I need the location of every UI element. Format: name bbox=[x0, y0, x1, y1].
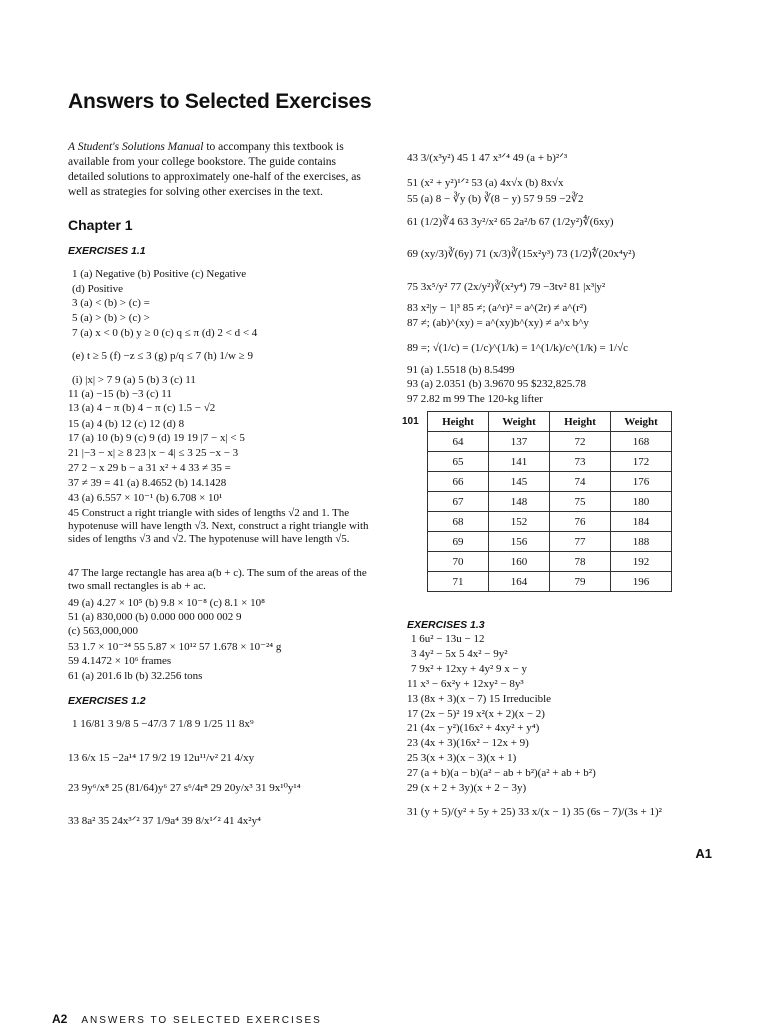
answer-line: 1 16/81 3 9/8 5 −47/3 7 1/8 9 1/25 11 8x⁹ bbox=[72, 718, 254, 730]
answer-line: 21 |−3 − x| ≥ 8 23 |x − 4| ≤ 3 25 −x − 3 bbox=[68, 447, 239, 459]
answer-line: 51 (a) 830,000 (b) 0.000 000 000 002 9 bbox=[68, 611, 242, 623]
answer-line: (e) t ≥ 5 (f) −z ≤ 3 (g) p/q ≤ 7 (h) 1/w ≥ 9 bbox=[72, 350, 253, 362]
table-row bbox=[428, 572, 672, 592]
table-cell: 168 bbox=[611, 432, 672, 452]
header-weight: Weight bbox=[489, 412, 550, 432]
table-cell: 164 bbox=[489, 572, 550, 592]
exercises-1-2-heading: EXERCISES 1.2 bbox=[68, 695, 146, 707]
answer-line: 27 (a + b)(a − b)(a² − ab + b²)(a² + ab + b²) bbox=[407, 767, 596, 779]
answer-line: 3 4y² − 5x 5 4x² − 9y² bbox=[411, 648, 508, 660]
intro-paragraph bbox=[68, 140, 368, 200]
answer-line: 51 (x² + y²)¹ᐟ² 53 (a) 4x√x (b) 8x√x bbox=[407, 177, 564, 189]
solutions-manual-title: A Student's Solutions Manual bbox=[68, 141, 204, 153]
table-cell: 74 bbox=[550, 472, 611, 492]
table-cell: 141 bbox=[489, 452, 550, 472]
answer-line: 15 (a) 4 (b) 12 (c) 12 (d) 8 bbox=[68, 418, 185, 430]
table-cell: 192 bbox=[611, 552, 672, 572]
answer-line: 11 (a) −15 (b) −3 (c) 11 bbox=[68, 388, 172, 400]
table-cell: 65 bbox=[428, 452, 489, 472]
answer-line: 7 9x² + 12xy + 4y² 9 x − y bbox=[411, 663, 527, 675]
answer-line: 87 ≠; (ab)^(xy) = a^(xy)b^(xy) ≠ a^x b^y bbox=[407, 317, 589, 329]
table-cell: 172 bbox=[611, 452, 672, 472]
table-cell: 188 bbox=[611, 532, 672, 552]
table-cell: 75 bbox=[550, 492, 611, 512]
answer-47: 47 The large rectangle has area a(b + c). The sum of the areas of the two small rectangles is ab + ac. bbox=[68, 567, 367, 592]
table-cell: 176 bbox=[611, 472, 672, 492]
answer-line: 69 (xy/3)∛(6y) 71 (x/3)∛(15x²y³) 73 (1/2)∜(20x⁴y²) bbox=[407, 248, 636, 260]
table-cell: 160 bbox=[489, 552, 550, 572]
table-cell: 152 bbox=[489, 512, 550, 532]
answer-line: 25 3(x + 3)(x − 3)(x + 1) bbox=[407, 752, 517, 764]
answer-line: 27 2 − x 29 b − a 31 x² + 4 33 ≠ 35 = bbox=[68, 462, 231, 474]
table-cell: 64 bbox=[428, 432, 489, 452]
table-row bbox=[428, 512, 672, 532]
answer-line: 43 (a) 6.557 × 10⁻¹ (b) 6.708 × 10¹ bbox=[68, 492, 223, 504]
answer-line: 23 9y⁶/x⁸ 25 (81/64)y⁶ 27 s⁶/4r⁸ 29 20y/x³ 31 9x¹⁰y¹⁴ bbox=[68, 782, 301, 794]
table-cell: 66 bbox=[428, 472, 489, 492]
table-cell: 180 bbox=[611, 492, 672, 512]
height-weight-table bbox=[427, 411, 672, 592]
answer-line: (i) |x| > 7 9 (a) 5 (b) 3 (c) 11 bbox=[72, 374, 196, 386]
answer-line: 61 (1/2)∛4 63 3y²/x² 65 2a²/b 67 (1/2y²)∜(6xy) bbox=[407, 216, 614, 228]
table-exercise-number: 101 bbox=[402, 416, 419, 427]
answer-45: 45 Construct a right triangle with sides of lengths √2 and 1. The hypotenuse will have length √3. Next, construct a right triangle with sides of lengths √3 and √2. The hypotenuse will have length √5. bbox=[68, 507, 369, 545]
table-cell: 145 bbox=[489, 472, 550, 492]
table-cell: 76 bbox=[550, 512, 611, 532]
footer-title: ANSWERS TO SELECTED EXERCISES bbox=[81, 1015, 322, 1026]
chapter-heading: Chapter 1 bbox=[68, 217, 133, 233]
page-title: Answers to Selected Exercises bbox=[68, 90, 372, 113]
table-row bbox=[428, 492, 672, 512]
answer-line: 7 (a) x < 0 (b) y ≥ 0 (c) q ≤ π (d) 2 < d < 4 bbox=[72, 327, 258, 339]
table-row bbox=[428, 552, 672, 572]
answer-line: 11 x³ − 6x²y + 12xy² − 8y³ bbox=[407, 678, 524, 690]
page-number: A1 bbox=[695, 846, 712, 861]
answer-line: 23 (4x + 3)(16x² − 12x + 9) bbox=[407, 737, 529, 749]
answer-line: 13 (8x + 3)(x − 7) 15 Irreducible bbox=[407, 693, 552, 705]
answer-line: 13 (a) 4 − π (b) 4 − π (c) 1.5 − √2 bbox=[68, 402, 216, 414]
answer-line: 53 1.7 × 10⁻²⁴ 55 5.87 × 10¹² 57 1.678 × 10⁻²⁴ g bbox=[68, 641, 282, 653]
answer-line: 13 6/x 15 −2a¹⁴ 17 9/2 19 12u¹¹/v² 21 4/xy bbox=[68, 752, 255, 764]
answer-line: 3 (a) < (b) > (c) = bbox=[72, 297, 150, 309]
answer-line: (c) 563,000,000 bbox=[68, 625, 138, 637]
answer-line: 37 ≠ 39 = 41 (a) 8.4652 (b) 14.1428 bbox=[68, 477, 227, 489]
table-cell: 184 bbox=[611, 512, 672, 532]
header-height: Height bbox=[550, 412, 611, 432]
answer-line: 59 4.1472 × 10⁶ frames bbox=[68, 655, 172, 667]
answer-line: 29 (x + 2 + 3y)(x + 2 − 3y) bbox=[407, 782, 527, 794]
answer-line: 21 (4x − y²)(16x² + 4xy² + y⁴) bbox=[407, 722, 540, 734]
table-cell: 196 bbox=[611, 572, 672, 592]
table-cell: 68 bbox=[428, 512, 489, 532]
intro-text: to accompany this textbook is available from your college bookstore. The guide contains detailed solutions to approximately one-half of the exercises, as well as strategies for solving other exercises in the text. bbox=[68, 141, 361, 198]
table-cell: 79 bbox=[550, 572, 611, 592]
answer-line: 93 (a) 2.0351 (b) 3.9670 95 $232,825.78 bbox=[407, 378, 587, 390]
table-row bbox=[428, 452, 672, 472]
table-cell: 73 bbox=[550, 452, 611, 472]
answer-line: 1 6u² − 13u − 12 bbox=[411, 633, 485, 645]
table-cell: 72 bbox=[550, 432, 611, 452]
table-cell: 137 bbox=[489, 432, 550, 452]
table-cell: 70 bbox=[428, 552, 489, 572]
answer-line: 5 (a) > (b) > (c) > bbox=[72, 312, 150, 324]
table-cell: 156 bbox=[489, 532, 550, 552]
table-cell: 71 bbox=[428, 572, 489, 592]
answer-line: 91 (a) 1.5518 (b) 8.5499 bbox=[407, 364, 515, 376]
table-cell: 67 bbox=[428, 492, 489, 512]
header-height: Height bbox=[428, 412, 489, 432]
footer-page-number: A2 bbox=[52, 1012, 68, 1026]
answer-line: 17 (a) 10 (b) 9 (c) 9 (d) 19 19 |7 − x| < 5 bbox=[68, 432, 245, 444]
table-row bbox=[428, 472, 672, 492]
answer-line: 55 (a) 8 − ∛y (b) ∛(8 − y) 57 9 59 −2∛2 bbox=[407, 193, 584, 205]
answer-line: 97 2.82 m 99 The 120-kg lifter bbox=[407, 393, 543, 405]
header-weight: Weight bbox=[611, 412, 672, 432]
answer-line: 1 (a) Negative (b) Positive (c) Negative bbox=[72, 268, 247, 280]
table-row bbox=[428, 532, 672, 552]
table-row bbox=[428, 432, 672, 452]
exercises-1-1-heading: EXERCISES 1.1 bbox=[68, 245, 146, 257]
answer-line: 43 3/(x³y²) 45 1 47 x³ᐟ⁴ 49 (a + b)²ᐟ³ bbox=[407, 152, 568, 164]
table-cell: 78 bbox=[550, 552, 611, 572]
answer-line: (d) Positive bbox=[72, 283, 124, 295]
table-cell: 148 bbox=[489, 492, 550, 512]
answer-line: 49 (a) 4.27 × 10⁵ (b) 9.8 × 10⁻⁸ (c) 8.1 × 10⁸ bbox=[68, 597, 265, 609]
table-cell: 69 bbox=[428, 532, 489, 552]
table-cell: 77 bbox=[550, 532, 611, 552]
answer-line: 17 (2x − 5)² 19 x²(x + 2)(x − 2) bbox=[407, 708, 545, 720]
answer-line: 83 x²|y − 1|³ 85 ≠; (a^r)² = a^(2r) ≠ a^(r²) bbox=[407, 302, 587, 314]
answer-line: 89 =; √(1/c) = (1/c)^(1/k) = 1^(1/k)/c^(1/k) = 1/√c bbox=[407, 342, 628, 354]
exercises-1-3-heading: EXERCISES 1.3 bbox=[407, 619, 485, 631]
answer-line: 75 3x⁵/y² 77 (2x/y²)∛(x²y⁴) 79 −3tv² 81 |x³|y² bbox=[407, 281, 606, 293]
table-header-row bbox=[428, 412, 672, 432]
answer-line: 31 (y + 5)/(y² + 5y + 25) 33 x/(x − 1) 35 (6s − 7)/(3s + 1)² bbox=[407, 806, 662, 818]
answer-line: 33 8a² 35 24x³ᐟ² 37 1/9a⁴ 39 8/x¹ᐟ² 41 4x²y⁴ bbox=[68, 815, 261, 827]
answer-line: 61 (a) 201.6 lb (b) 32.256 tons bbox=[68, 670, 203, 682]
